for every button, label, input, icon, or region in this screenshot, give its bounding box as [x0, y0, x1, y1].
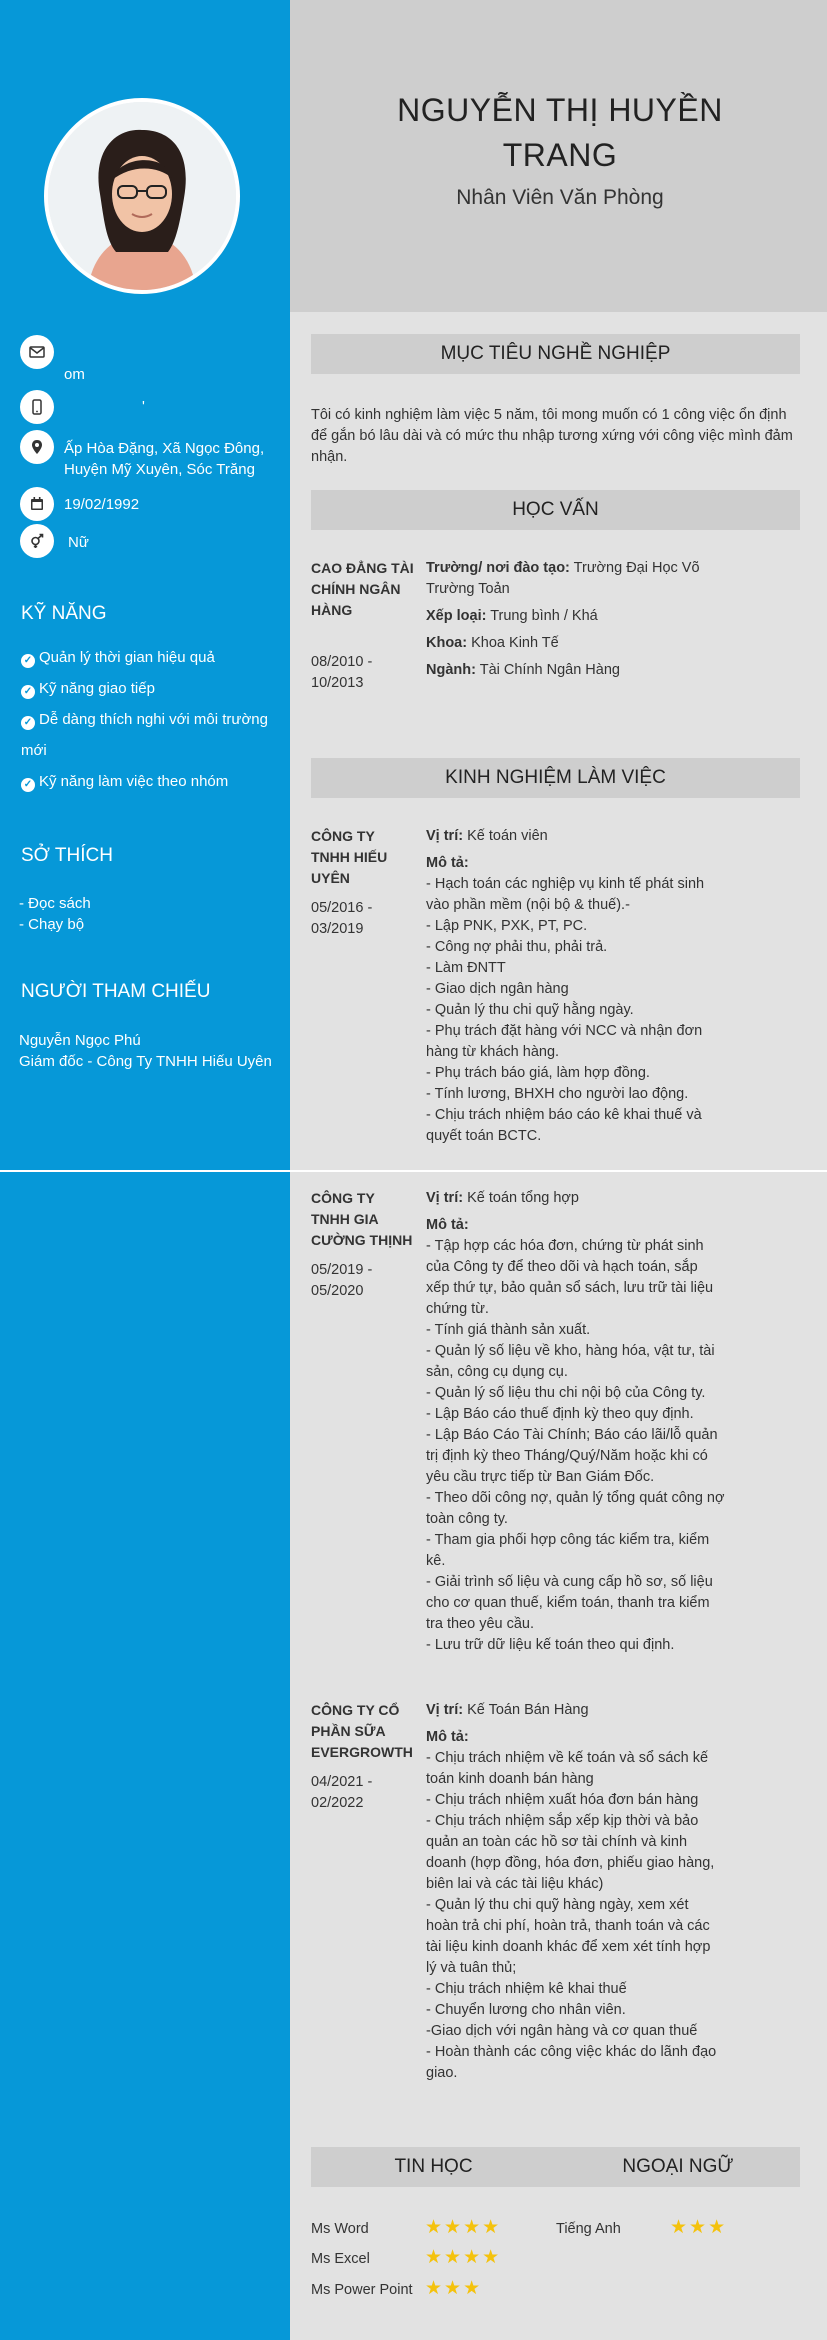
school-name-line: CHÍNH NGÂN — [311, 581, 401, 597]
check-icon: ✓ — [21, 654, 35, 668]
description-line: - Quản lý thu chi quỹ hàng ngày, xem xét — [426, 1897, 689, 1913]
description-line: sản, công cụ dụng cụ. — [426, 1364, 568, 1380]
star-icon: ★ — [425, 2278, 445, 2299]
school-name-line: CAO ĐẲNG TÀI — [311, 560, 414, 576]
hobby-item: - Chạy bộ — [19, 916, 85, 933]
faculty-label: Khoa: — [426, 635, 468, 651]
description-line: yêu cầu trực tiếp từ Ban Giám Đốc. — [426, 1469, 655, 1485]
check-icon: ✓ — [21, 716, 35, 730]
description-line: - Lập Báo cáo thuế định kỳ theo quy định. — [426, 1406, 694, 1422]
email-text: om — [64, 366, 85, 383]
job-description — [426, 1236, 736, 1656]
education-details — [426, 558, 726, 681]
job-company — [311, 1700, 421, 1763]
it-skill-name: Ms Excel — [311, 2251, 370, 2267]
job-company — [311, 826, 421, 889]
objective-text — [311, 405, 811, 468]
phone-icon — [20, 390, 54, 424]
it-title: TIN HỌC — [394, 2156, 473, 2177]
description-line: chứng từ. — [426, 1301, 489, 1317]
description-line: - Chịu trách nhiệm về kế toán và sổ sách kế — [426, 1750, 709, 1766]
company-line: CÔNG TY — [311, 828, 375, 844]
major-label: Ngành: — [426, 662, 476, 678]
company-line: CƯỜNG THỊNH — [311, 1232, 413, 1248]
skill-item — [21, 674, 155, 704]
birthday-text: 19/02/1992 — [64, 496, 140, 513]
star-icon: ★ — [425, 2247, 445, 2268]
position-value: Kế toán viên — [467, 828, 548, 844]
school-value: Trường Đại Học Võ — [573, 560, 700, 576]
date-line: 05/2016 - — [311, 900, 373, 916]
company-line: TNHH GIA — [311, 1211, 379, 1227]
rating-stars — [425, 2216, 501, 2239]
description-line: quyết toán BCTC. — [426, 1128, 542, 1144]
faculty-row — [426, 633, 726, 654]
candidate-name-line2: TRANG — [502, 137, 618, 173]
description-line: xếp thứ tự, bảo quản sổ sách, lưu trữ tài liệu — [426, 1280, 714, 1296]
star-icon: ★ — [670, 2217, 690, 2238]
description-line: trị định kỳ theo Tháng/Quý/Năm hoặc khi có — [426, 1448, 708, 1464]
gender-icon — [20, 524, 54, 558]
school-label: Trường/ nơi đào tạo: — [426, 560, 570, 576]
description-line: toàn công ty. — [426, 1511, 508, 1527]
objective-line: Tôi có kinh nghiệm làm việc 5 năm, tôi mong muốn có 1 công việc ổn định — [311, 407, 787, 423]
position-label: Vị trí: — [426, 1702, 464, 1718]
star-icon: ★ — [689, 2217, 709, 2238]
experience-header — [311, 758, 800, 798]
major-value: Tài Chính Ngân Hàng — [479, 662, 620, 678]
skill-item — [21, 705, 268, 735]
description-line: tra theo yêu cầu. — [426, 1616, 535, 1632]
job-title: Nhân Viên Văn Phòng — [456, 186, 664, 209]
company-line: TNHH HIẾU — [311, 849, 388, 865]
skill-label: Kỹ năng giao tiếp — [39, 680, 155, 697]
description-line: - Lưu trữ dữ liệu kế toán theo qui định. — [426, 1637, 675, 1653]
hobby-item: - Đọc sách — [19, 895, 91, 912]
school-value-cont: Trường Toản — [426, 581, 510, 597]
star-icon: ★ — [482, 2217, 502, 2238]
address-line1: Ấp Hòa Đặng, Xã Ngọc Đông, — [64, 440, 265, 457]
language-name: Tiếng Anh — [556, 2221, 621, 2237]
star-icon: ★ — [444, 2247, 464, 2268]
description-line: -Giao dịch với ngân hàng và cơ quan thuế — [426, 2023, 698, 2039]
skill-item — [21, 643, 215, 673]
description-line: - Lập Báo Cáo Tài Chính; Báo cáo lãi/lỗ quản — [426, 1427, 718, 1443]
experience-title: KINH NGHIỆM LÀM VIỆC — [445, 767, 666, 788]
position-label: Vị trí: — [426, 1190, 464, 1206]
reference-title: NGƯỜI THAM CHIẾU — [21, 981, 211, 1002]
description-line: giao. — [426, 2065, 458, 2081]
description-line: quản an toàn các hồ sơ tài chính và kinh — [426, 1834, 688, 1850]
description-line: - Chịu trách nhiệm sắp xếp kịp thời và bảo — [426, 1813, 699, 1829]
job-company — [311, 1188, 421, 1251]
education-title: HỌC VẤN — [512, 499, 599, 520]
rank-label: Xếp loại: — [426, 608, 487, 624]
date-line: 03/2019 — [311, 921, 364, 937]
calendar-icon — [20, 487, 54, 521]
company-line: PHẦN SỮA — [311, 1723, 386, 1739]
job-details — [426, 826, 736, 1147]
it-skill-name: Ms Power Point — [311, 2282, 413, 2298]
description-line: - Quản lý thu chi quỹ hằng ngày. — [426, 1002, 634, 1018]
description-line: - Hạch toán các nghiệp vụ kinh tế phát sinh — [426, 876, 705, 892]
page-divider — [0, 1170, 827, 1172]
description-line: cho cơ quan thuế, kiểm toán, thanh tra kiểm — [426, 1595, 710, 1611]
position-value: Kế toán tổng hợp — [467, 1190, 579, 1206]
desc-label: Mô tả: — [426, 1217, 469, 1233]
description-line: - Tính giá thành sản xuất. — [426, 1322, 591, 1338]
description-line: toán kinh doanh bán hàng — [426, 1771, 594, 1787]
profile-photo — [48, 102, 236, 290]
description-line: - Quản lý số liệu thu chi nội bộ của Công ty. — [426, 1385, 706, 1401]
objective-header — [311, 334, 800, 374]
skill-item-cont: mới — [21, 742, 47, 759]
rank-row — [426, 606, 726, 627]
job-dates — [311, 1260, 421, 1302]
education-header — [311, 490, 800, 530]
faculty-value: Khoa Kinh Tế — [471, 635, 559, 651]
star-icon: ★ — [463, 2247, 483, 2268]
description-line: - Làm ĐNTT — [426, 960, 506, 976]
description-line: - Chịu trách nhiệm kê khai thuế — [426, 1981, 627, 1997]
job-details — [426, 1700, 736, 2084]
hobbies-title: SỞ THÍCH — [21, 845, 113, 866]
description-line: - Giải trình số liệu và cung cấp hồ sơ, số liệu — [426, 1574, 713, 1590]
rating-stars — [425, 2246, 501, 2269]
job-description — [426, 1748, 736, 2084]
major-row — [426, 660, 726, 681]
job-position — [426, 826, 736, 847]
candidate-name-line1: NGUYỄN THỊ HUYỀN — [397, 92, 723, 128]
objective-line: để gắn bó lâu dài và có mức thu nhập tương xứng với công việc mình đảm — [311, 428, 793, 444]
rating-stars — [425, 2277, 482, 2300]
description-line: - Quản lý số liệu về kho, hàng hóa, vật tư, tài — [426, 1343, 715, 1359]
description-line: - Chịu trách nhiệm báo cáo kê khai thuế và — [426, 1107, 702, 1123]
star-icon: ★ — [425, 2217, 445, 2238]
school-name — [311, 558, 421, 621]
description-line: - Công nợ phải thu, phải trả. — [426, 939, 608, 955]
date-line: 05/2019 - — [311, 1262, 373, 1278]
description-line: kê. — [426, 1553, 446, 1569]
job-dates — [311, 1772, 421, 1814]
date-line: 08/2010 - — [311, 654, 373, 670]
location-icon — [20, 430, 54, 464]
education-dates — [311, 652, 421, 694]
description-line: vào phần mềm (nội bộ & thuế).- — [426, 897, 630, 913]
desc-label: Mô tả: — [426, 855, 469, 871]
description-line: - Chịu trách nhiệm xuất hóa đơn bán hàng — [426, 1792, 699, 1808]
description-line: biên lai và các tài liệu khác) — [426, 1876, 604, 1892]
rating-stars — [670, 2216, 727, 2239]
description-line: tài liệu kinh doanh khác để xem xét tính hợp — [426, 1939, 711, 1955]
avatar — [44, 98, 240, 294]
description-line: lý và tuân thủ; — [426, 1960, 517, 1976]
gender-text: Nữ — [68, 534, 89, 551]
star-icon: ★ — [444, 2278, 464, 2299]
description-line: - Tham gia phối hợp công tác kiểm tra, kiểm — [426, 1532, 710, 1548]
objective-title: MỤC TIÊU NGHỀ NGHIỆP — [440, 343, 671, 364]
date-line: 02/2022 — [311, 1795, 364, 1811]
description-line: - Phụ trách đặt hàng với NCC và nhận đơn — [426, 1023, 703, 1039]
description-line: - Giao dịch ngân hàng — [426, 981, 569, 997]
company-line: UYÊN — [311, 870, 350, 886]
objective-line: nhận. — [311, 449, 348, 465]
star-icon: ★ — [463, 2278, 483, 2299]
description-line: - Tập hợp các hóa đơn, chứng từ phát sinh — [426, 1238, 704, 1254]
company-line: CÔNG TY — [311, 1190, 375, 1206]
mail-icon — [20, 335, 54, 369]
star-icon: ★ — [444, 2217, 464, 2238]
skill-label: Dễ dàng thích nghi với môi trường — [39, 711, 268, 728]
job-details — [426, 1188, 736, 1656]
rank-value: Trung bình / Khá — [490, 608, 598, 624]
star-icon: ★ — [463, 2217, 483, 2238]
phone-text: ' — [142, 398, 145, 415]
skill-label: Quản lý thời gian hiệu quả — [39, 649, 215, 666]
company-line: EVERGROWTH — [311, 1744, 413, 1760]
description-line: - Phụ trách báo giá, làm hợp đồng. — [426, 1065, 650, 1081]
company-line: CÔNG TY CỔ — [311, 1702, 400, 1718]
language-title: NGOẠI NGỮ — [622, 2156, 734, 2177]
check-icon: ✓ — [21, 778, 35, 792]
job-dates — [311, 898, 421, 940]
description-line: - Hoàn thành các công việc khác do lãnh đạo — [426, 2044, 717, 2060]
reference-name: Nguyễn Ngọc Phú — [19, 1032, 141, 1049]
star-icon: ★ — [708, 2217, 728, 2238]
school-row — [426, 558, 726, 579]
skills-title: KỸ NĂNG — [21, 603, 107, 624]
address-line2: Huyện Mỹ Xuyên, Sóc Trăng — [64, 461, 255, 478]
it-skill-name: Ms Word — [311, 2221, 369, 2237]
desc-label: Mô tả: — [426, 1729, 469, 1745]
date-line: 04/2021 - — [311, 1774, 373, 1790]
position-label: Vị trí: — [426, 828, 464, 844]
check-icon: ✓ — [21, 685, 35, 699]
description-line: doanh (hợp đồng, hóa đơn, phiếu giao hàng, — [426, 1855, 715, 1871]
description-line: hoàn trả chi phí, hoàn trả, thanh toán và các — [426, 1918, 710, 1934]
description-line: - Tính lương, BHXH cho người lao động. — [426, 1086, 689, 1102]
job-position — [426, 1700, 736, 1721]
position-value: Kế Toán Bán Hàng — [467, 1702, 589, 1718]
skill-item — [21, 767, 228, 797]
skill-label: Kỹ năng làm việc theo nhóm — [39, 773, 229, 790]
job-description — [426, 874, 736, 1147]
description-line: của Công ty để theo dõi và hạch toán, sắp — [426, 1259, 698, 1275]
candidate-name — [330, 88, 790, 178]
description-line: hàng từ khách hàng. — [426, 1044, 560, 1060]
date-line: 05/2020 — [311, 1283, 364, 1299]
star-icon: ★ — [482, 2247, 502, 2268]
description-line: - Chuyển lương cho nhân viên. — [426, 2002, 626, 2018]
description-line: - Theo dõi công nợ, quản lý tổng quát công nợ — [426, 1490, 725, 1506]
reference-position: Giám đốc - Công Ty TNHH Hiếu Uyên — [19, 1053, 272, 1070]
school-name-line: HÀNG — [311, 602, 353, 618]
address-text — [64, 438, 264, 480]
date-line: 10/2013 — [311, 675, 364, 691]
description-line: - Lập PNK, PXK, PT, PC. — [426, 918, 588, 934]
job-position — [426, 1188, 736, 1209]
